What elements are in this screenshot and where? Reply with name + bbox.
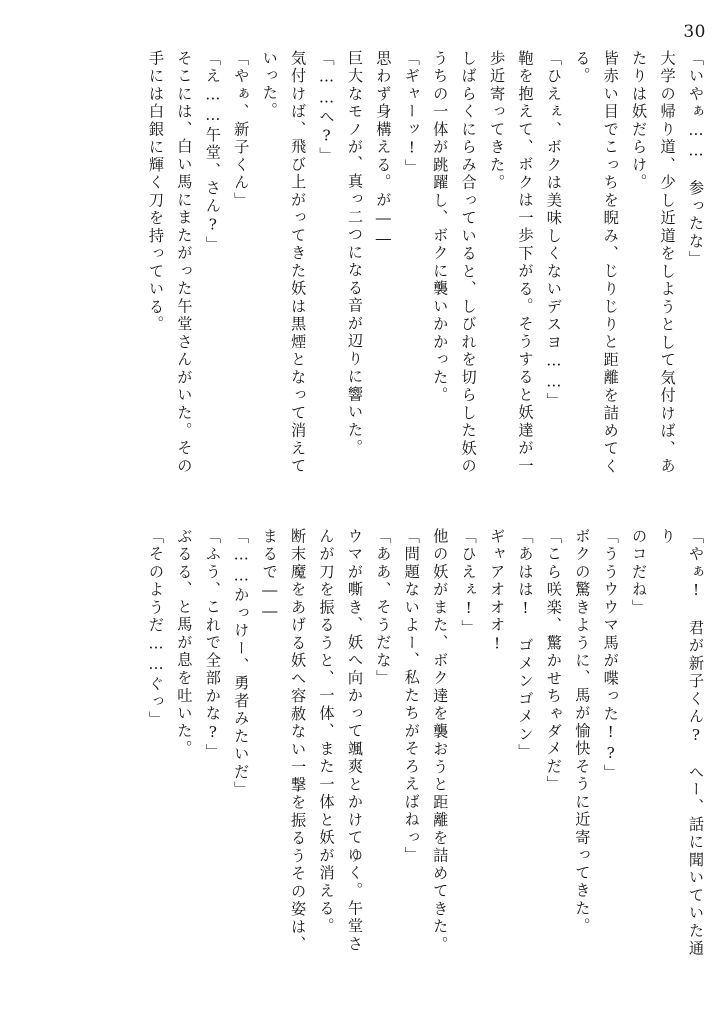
text-line: んが刀を振るうと、一体、また一体と妖が消える。: [317, 528, 336, 936]
text-line: 「ああ、そうだな」: [374, 528, 393, 688]
text-line: 「こら咲楽、驚かせちゃダメだ」: [544, 528, 563, 794]
text-line: 「そのようだ……ぐっ」: [146, 528, 165, 729]
text-line: 「ふう、これで全部かな?」: [203, 528, 222, 762]
text-block-lower: [54, 528, 710, 974]
text-line: 思わず身構える。が――: [374, 50, 393, 251]
text-line: 「問題ないよー、私たちがそろえばねっ」: [402, 528, 421, 865]
text-block-upper: [54, 50, 710, 496]
text-line: ぶるる、と馬が息を吐いた。: [175, 528, 194, 758]
text-line: 大学の帰り道、少し近道をしようとして気付けば、あ: [658, 50, 677, 476]
text-line: 「……へ?」: [317, 50, 336, 165]
text-line: 「やぁ! 君が新子くん? へー、話に聞いていた通り: [658, 528, 705, 959]
text-line: 「ううウウマ馬が喋った!?」: [601, 528, 620, 783]
text-line: 「いやぁ…… 参ったな」: [687, 50, 705, 269]
text-line: る。: [573, 50, 592, 85]
text-line: いった。: [260, 50, 279, 121]
text-line: しばらくにらみ合っていると、しびれを切らした妖の: [459, 50, 478, 476]
text-line: たりは妖だらけ。: [630, 50, 649, 192]
text-line: 巨大なモノが、真っ二つになる音が辺りに響いた。: [345, 50, 364, 457]
page-number: 30: [683, 22, 706, 42]
text-line: 「あはは! ゴメンゴメン」: [516, 528, 535, 762]
text-line: 「ギャーッ!」: [402, 50, 421, 178]
text-line: 皆赤い目でこっちを睨み、じりじりと距離を詰めてく: [601, 50, 620, 476]
text-line: 鞄を抱えて、ボクは一歩下がる。そうすると妖達が一: [516, 50, 535, 476]
text-line: ギャアオオオ!: [488, 528, 507, 656]
text-line: まるで――: [260, 528, 279, 623]
text-line: 「ひえぇ!」: [459, 528, 478, 638]
text-line: ウマが嘶き、妖へ向かって颯爽とかけてゆく。午堂さ: [345, 528, 364, 954]
text-line: そこには、白い馬にまたがった午堂さんがいた。その: [175, 50, 194, 476]
text-line: 手には白銀に輝く刀を持っている。: [146, 50, 165, 334]
text-line: 気付けば、飛び上がってきた妖は黒煙となって消えて: [289, 50, 308, 476]
text-line: 「ひえぇ、ボクは美味しくないデスヨ……」: [544, 50, 563, 411]
text-line: 「やぁ、新子くん」: [232, 50, 251, 210]
text-line: 歩近寄ってきた。: [488, 50, 507, 192]
text-line: 「え……午堂、さん?」: [203, 50, 222, 254]
text-line: うちの一体が跳躍し、ボクに襲いかかった。: [431, 50, 450, 405]
text-line: 断末魔をあげる妖へ容赦ない一撃を振るうその姿は、: [289, 528, 308, 954]
text-line: ボクの驚きように、馬が愉快そうに近寄ってきた。: [573, 528, 592, 936]
text-line: 「……かっけー、勇者みたいだ」: [232, 528, 251, 800]
text-line: 他の妖がまた、ボク達を襲おうと距離を詰めてきた。: [431, 528, 450, 954]
text-line: のコだね」: [630, 528, 649, 617]
